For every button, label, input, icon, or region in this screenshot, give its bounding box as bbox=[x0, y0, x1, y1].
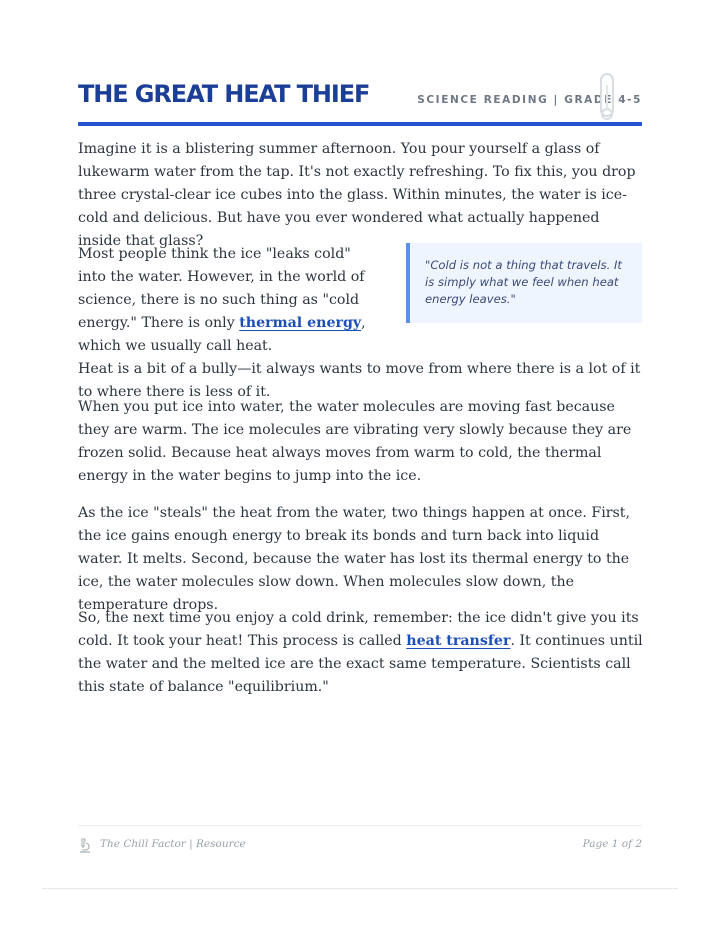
footer-resource-label: The Chill Factor | Resource bbox=[100, 838, 246, 850]
page-number: Page 1 of 2 bbox=[582, 838, 642, 850]
intro-paragraph bbox=[78, 138, 646, 253]
conclusion-paragraph bbox=[78, 607, 646, 699]
wrapped-lines bbox=[78, 243, 383, 358]
thermometer-icon bbox=[597, 73, 617, 123]
heat-transfer-term[interactable]: heat transfer bbox=[406, 633, 511, 649]
molecules-paragraph bbox=[78, 396, 646, 488]
microscope-icon bbox=[78, 838, 92, 853]
p4-text: As the ice "steals" the heat from the water, two things happen at once. First, the ice gains enough energy to break its bonds and turn back into liquid water. It melts. Second, because the water has lost its thermal energy to the ice, the water molecules slow down. When molecules slow down, the temperature drops. bbox=[78, 505, 631, 613]
page-bottom-edge bbox=[42, 888, 678, 889]
p5-lead-text: So, the next time you enjoy a cold drink, remember: the ice didn't give you its cold. It took your heat! This process is called bbox=[78, 610, 639, 649]
p2-lead-text: Most people think the ice "leaks cold" into the water. However, in the world of science, there is no such thing as "cold energy." There is only bbox=[78, 246, 365, 331]
p5-tail-text: . It continues until the water and the melted ice are the exact same temperature. Scientists call this state of balance "equilibrium." bbox=[78, 633, 643, 695]
subject-grade-label: SCIENCE READING | GRADE 4-5 bbox=[417, 94, 642, 106]
pull-quote-text: "Cold is not a thing that travels. It is simply what we feel when heat energy leaves." bbox=[425, 258, 622, 306]
footer-divider bbox=[78, 825, 642, 826]
thermal-energy-term[interactable]: thermal energy bbox=[239, 315, 362, 331]
melting-paragraph bbox=[78, 502, 646, 617]
p2-after-term-text: , which we usually call heat. bbox=[78, 315, 366, 354]
pull-quote-callout bbox=[406, 243, 642, 323]
p3-text: When you put ice into water, the water molecules are moving fast because they are warm. The ice molecules are vibrating very slowly because they are frozen solid. Because heat always moves from warm to cold, the thermal energy in the water begins to jump into the ice. bbox=[78, 399, 632, 484]
page-title: THE GREAT HEAT THIEF bbox=[78, 80, 370, 108]
p2-tail-text: Heat is a bit of a bully—it always wants to move from where there is a lot of it to where there is less of it. bbox=[78, 361, 641, 400]
intro-text: Imagine it is a blistering summer afternoon. You pour yourself a glass of lukewarm water from the tap. It's not exactly refreshing. To fix this, you drop three crystal-clear ice cubes into the glass. Within minutes, the water is ice-cold and delicious. But have you ever wondered what actually happened inside that glass? bbox=[78, 141, 636, 249]
page-header bbox=[78, 76, 642, 126]
